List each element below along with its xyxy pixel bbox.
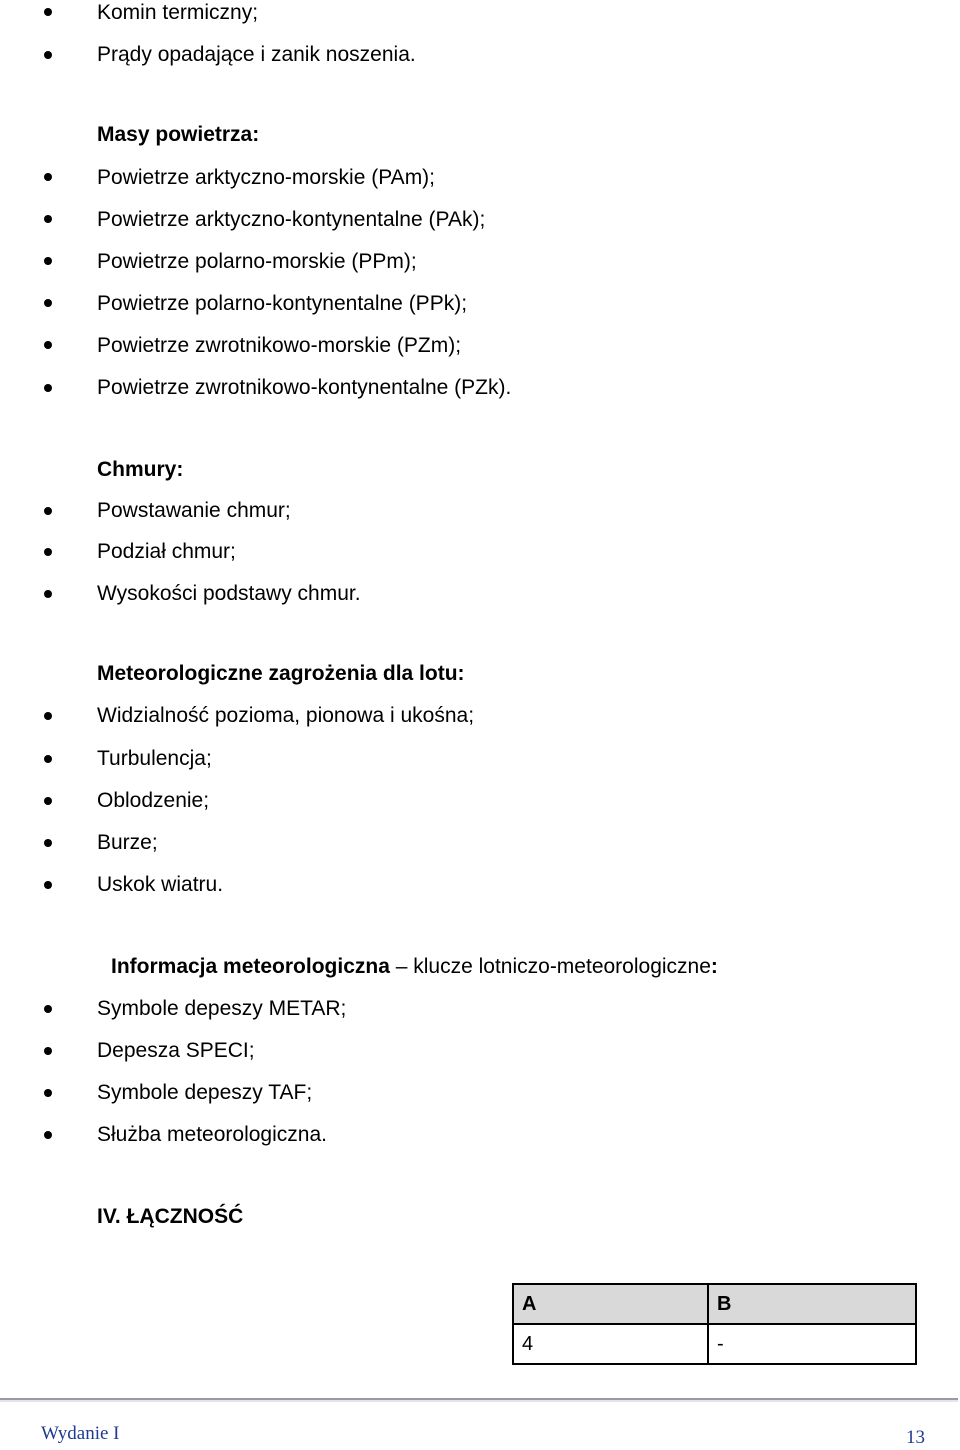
list-item: Turbulencja;	[97, 747, 212, 770]
table-row	[513, 1324, 916, 1364]
section-heading-clouds: Chmury:	[97, 458, 184, 481]
list-item: Powietrze polarno-kontynentalne (PPk);	[97, 292, 468, 315]
bullet-icon	[44, 341, 52, 349]
table-header-cell: A	[513, 1284, 708, 1324]
bullet-icon	[44, 1005, 52, 1013]
table-cell: -	[708, 1324, 916, 1364]
bullet-icon	[44, 548, 52, 556]
heading-regular-part: – klucze lotniczo-meteorologiczne	[389, 955, 711, 978]
list-item: Powstawanie chmur;	[97, 499, 291, 522]
bullet-icon	[44, 881, 52, 889]
list-item: Oblodzenie;	[97, 789, 210, 812]
list-item: Symbole depeszy METAR;	[97, 997, 347, 1020]
list-item: Symbole depeszy TAF;	[97, 1081, 313, 1104]
bullet-icon	[44, 507, 52, 515]
list-item: Powietrze arktyczno-kontynentalne (PAk);	[97, 208, 486, 231]
bullet-icon	[44, 257, 52, 265]
bullet-icon	[44, 712, 52, 720]
footer-divider	[0, 1398, 958, 1400]
heading-colon: :	[710, 955, 718, 978]
bullet-icon	[44, 215, 52, 223]
list-item: Powietrze zwrotnikowo-kontynentalne (PZk).	[97, 376, 512, 399]
list-item: Służba meteorologiczna.	[97, 1123, 327, 1146]
list-item: Wysokości podstawy chmur.	[97, 582, 361, 605]
list-item: Prądy opadające i zanik noszenia.	[97, 43, 416, 66]
table-header-row	[513, 1284, 916, 1324]
bullet-icon	[44, 299, 52, 307]
bullet-icon	[44, 755, 52, 763]
list-item: Komin termiczny;	[97, 1, 259, 24]
list-item: Powietrze polarno-morskie (PPm);	[97, 250, 417, 273]
bullet-icon	[44, 173, 52, 181]
section-title: IV. ŁĄCZNOŚĆ	[97, 1205, 244, 1228]
list-item: Uskok wiatru.	[97, 873, 224, 896]
bullet-icon	[44, 1131, 52, 1139]
hours-table	[512, 1283, 917, 1365]
section-heading-met-info	[111, 954, 718, 980]
table-header-cell: B	[708, 1284, 916, 1324]
list-item: Burze;	[97, 831, 158, 854]
list-item: Powietrze arktyczno-morskie (PAm);	[97, 166, 436, 189]
bullet-icon	[44, 839, 52, 847]
bullet-icon	[44, 384, 52, 392]
bullet-icon	[44, 8, 52, 16]
bullet-icon	[44, 51, 52, 59]
bullet-icon	[44, 797, 52, 805]
list-item: Depesza SPECI;	[97, 1039, 255, 1062]
footer-page-number: 13	[906, 1427, 925, 1448]
section-heading-hazards: Meteorologiczne zagrożenia dla lotu:	[97, 662, 465, 685]
list-item: Widzialność pozioma, pionowa i ukośna;	[97, 704, 475, 727]
table-cell: 4	[513, 1324, 708, 1364]
heading-bold-part: Informacja meteorologiczna	[111, 955, 390, 978]
bullet-icon	[44, 1089, 52, 1097]
list-item: Podział chmur;	[97, 540, 236, 563]
bullet-icon	[44, 590, 52, 598]
section-heading-air-masses: Masy powietrza:	[97, 123, 260, 146]
bullet-icon	[44, 1047, 52, 1055]
footer-edition: Wydanie I	[41, 1423, 120, 1444]
list-item: Powietrze zwrotnikowo-morskie (PZm);	[97, 334, 462, 357]
